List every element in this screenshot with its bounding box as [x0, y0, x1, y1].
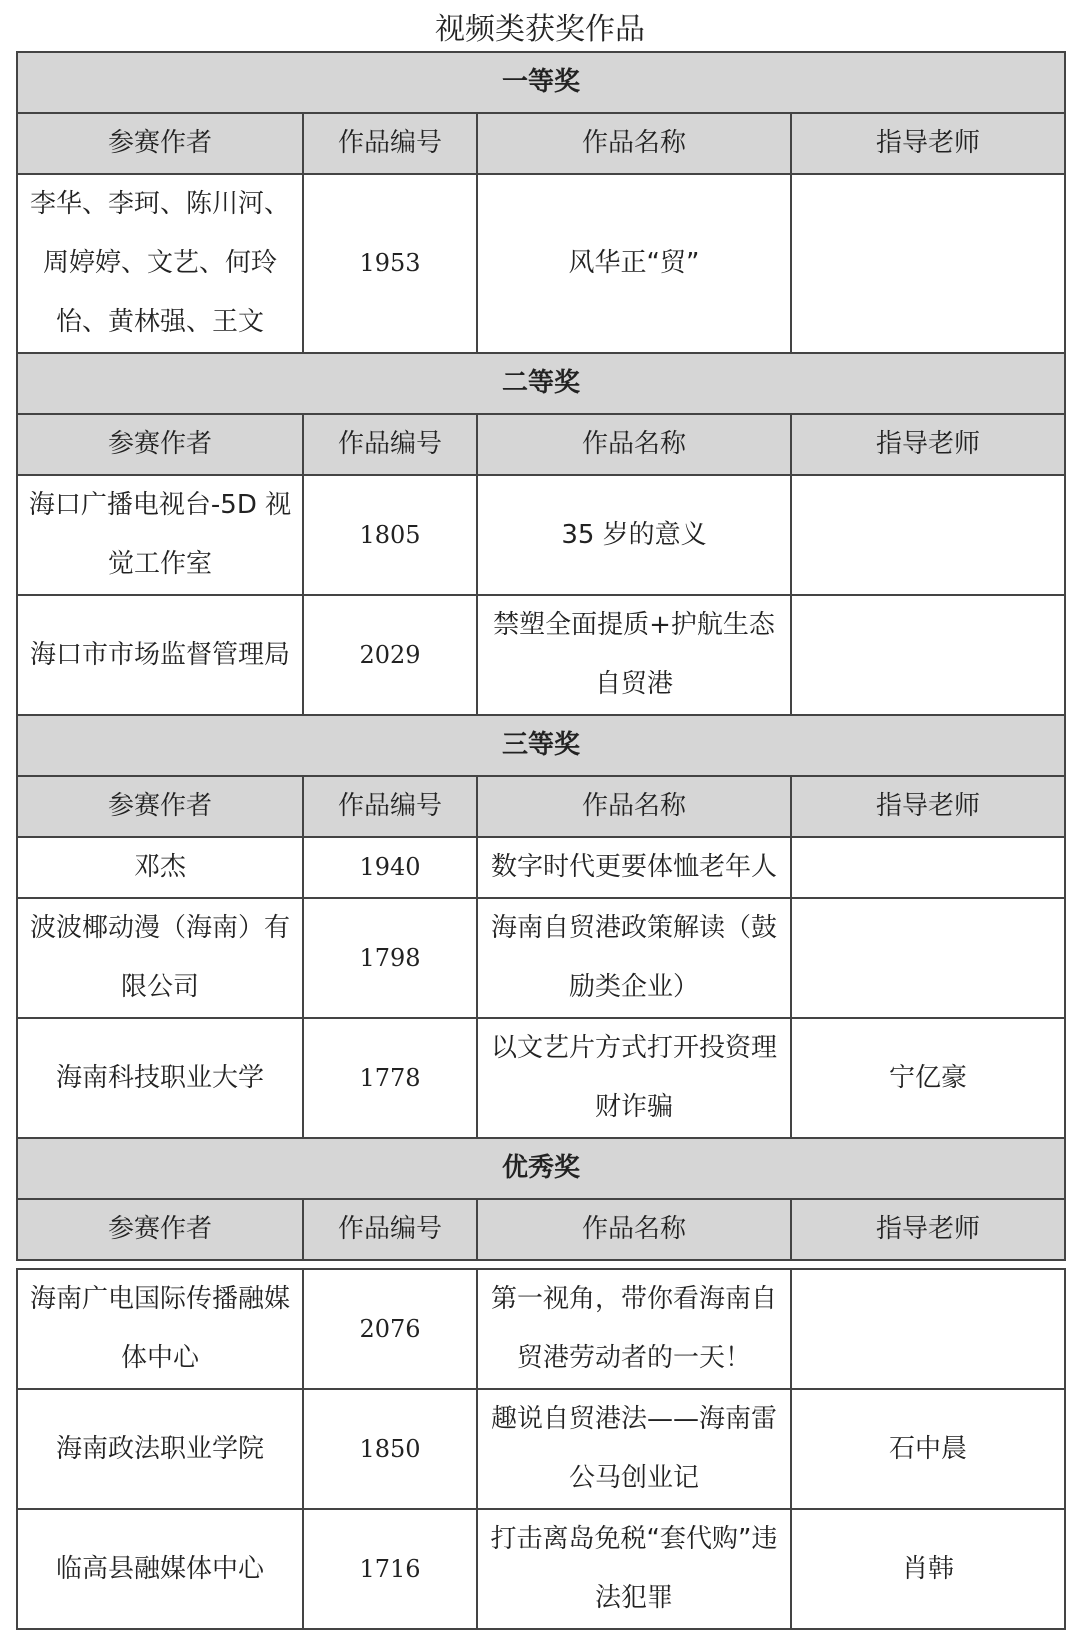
column-header-id: 作品编号	[303, 776, 477, 837]
column-header-work: 作品名称	[477, 776, 791, 837]
column-header-row	[17, 776, 1065, 837]
cell-teacher: 宁亿豪	[791, 1018, 1065, 1138]
table-row	[17, 837, 1065, 898]
cell-teacher: 石中晨	[791, 1389, 1065, 1509]
cell-author: 李华、李珂、陈川河、周婷婷、文艺、何玲怡、黄林强、王文	[17, 174, 303, 353]
table-row	[17, 595, 1065, 715]
cell-id: 1805	[303, 475, 477, 595]
column-header-author: 参赛作者	[17, 414, 303, 475]
cell-work: 风华正“贸”	[477, 174, 791, 353]
cell-teacher	[791, 898, 1065, 1018]
column-header-row	[17, 1199, 1065, 1260]
table-row	[17, 1269, 1065, 1389]
column-header-id: 作品编号	[303, 414, 477, 475]
column-header-author: 参赛作者	[17, 1199, 303, 1260]
column-header-id: 作品编号	[303, 113, 477, 174]
cell-id: 1716	[303, 1509, 477, 1629]
cell-work: 35 岁的意义	[477, 475, 791, 595]
cell-teacher	[791, 475, 1065, 595]
cell-work: 以文艺片方式打开投资理财诈骗	[477, 1018, 791, 1138]
column-header-teacher: 指导老师	[791, 113, 1065, 174]
cell-author: 邓杰	[17, 837, 303, 898]
column-header-work: 作品名称	[477, 414, 791, 475]
column-header-work: 作品名称	[477, 113, 791, 174]
cell-teacher	[791, 174, 1065, 353]
cell-author: 海南科技职业大学	[17, 1018, 303, 1138]
column-header-row	[17, 113, 1065, 174]
table-row	[17, 1509, 1065, 1629]
page-title: 视频类获奖作品	[435, 12, 645, 47]
table-row	[17, 1389, 1065, 1509]
cell-teacher	[791, 1269, 1065, 1389]
section-title: 优秀奖	[17, 1138, 1065, 1199]
cell-id: 2029	[303, 595, 477, 715]
cell-author: 波波椰动漫（海南）有限公司	[17, 898, 303, 1018]
column-header-teacher: 指导老师	[791, 414, 1065, 475]
section-title: 三等奖	[17, 715, 1065, 776]
column-header-teacher: 指导老师	[791, 1199, 1065, 1260]
column-header-work: 作品名称	[477, 1199, 791, 1260]
cell-id: 1953	[303, 174, 477, 353]
cell-id: 2076	[303, 1269, 477, 1389]
cell-work: 第一视角，带你看海南自贸港劳动者的一天！	[477, 1269, 791, 1389]
cell-work: 海南自贸港政策解读（鼓励类企业）	[477, 898, 791, 1018]
cell-work: 打击离岛免税“套代购”违法犯罪	[477, 1509, 791, 1629]
cell-work: 数字时代更要体恤老年人	[477, 837, 791, 898]
table-row	[17, 1018, 1065, 1138]
column-header-author: 参赛作者	[17, 113, 303, 174]
section-title: 一等奖	[17, 52, 1065, 113]
cell-teacher: 肖韩	[791, 1509, 1065, 1629]
cell-author: 临高县融媒体中心	[17, 1509, 303, 1629]
cell-teacher	[791, 837, 1065, 898]
cell-author: 海口市市场监督管理局	[17, 595, 303, 715]
table-row	[17, 475, 1065, 595]
awards-table	[16, 51, 1066, 1261]
section-header-first-prize	[17, 52, 1065, 113]
cell-id: 1940	[303, 837, 477, 898]
cell-author: 海南政法职业学院	[17, 1389, 303, 1509]
cell-author: 海口广播电视台-5D 视觉工作室	[17, 475, 303, 595]
section-title: 二等奖	[17, 353, 1065, 414]
column-header-id: 作品编号	[303, 1199, 477, 1260]
section-header-second-prize	[17, 353, 1065, 414]
column-header-teacher: 指导老师	[791, 776, 1065, 837]
section-header-excellence-prize	[17, 1138, 1065, 1199]
cell-id: 1798	[303, 898, 477, 1018]
column-header-author: 参赛作者	[17, 776, 303, 837]
table-row	[17, 898, 1065, 1018]
table-row	[17, 174, 1065, 353]
column-header-row	[17, 414, 1065, 475]
section-header-third-prize	[17, 715, 1065, 776]
cell-work: 趣说自贸港法——海南雷公马创业记	[477, 1389, 791, 1509]
cell-author: 海南广电国际传播融媒体中心	[17, 1269, 303, 1389]
cell-id: 1850	[303, 1389, 477, 1509]
awards-table-continued	[16, 1268, 1066, 1630]
cell-work: 禁塑全面提质+护航生态自贸港	[477, 595, 791, 715]
cell-teacher	[791, 595, 1065, 715]
cell-id: 1778	[303, 1018, 477, 1138]
